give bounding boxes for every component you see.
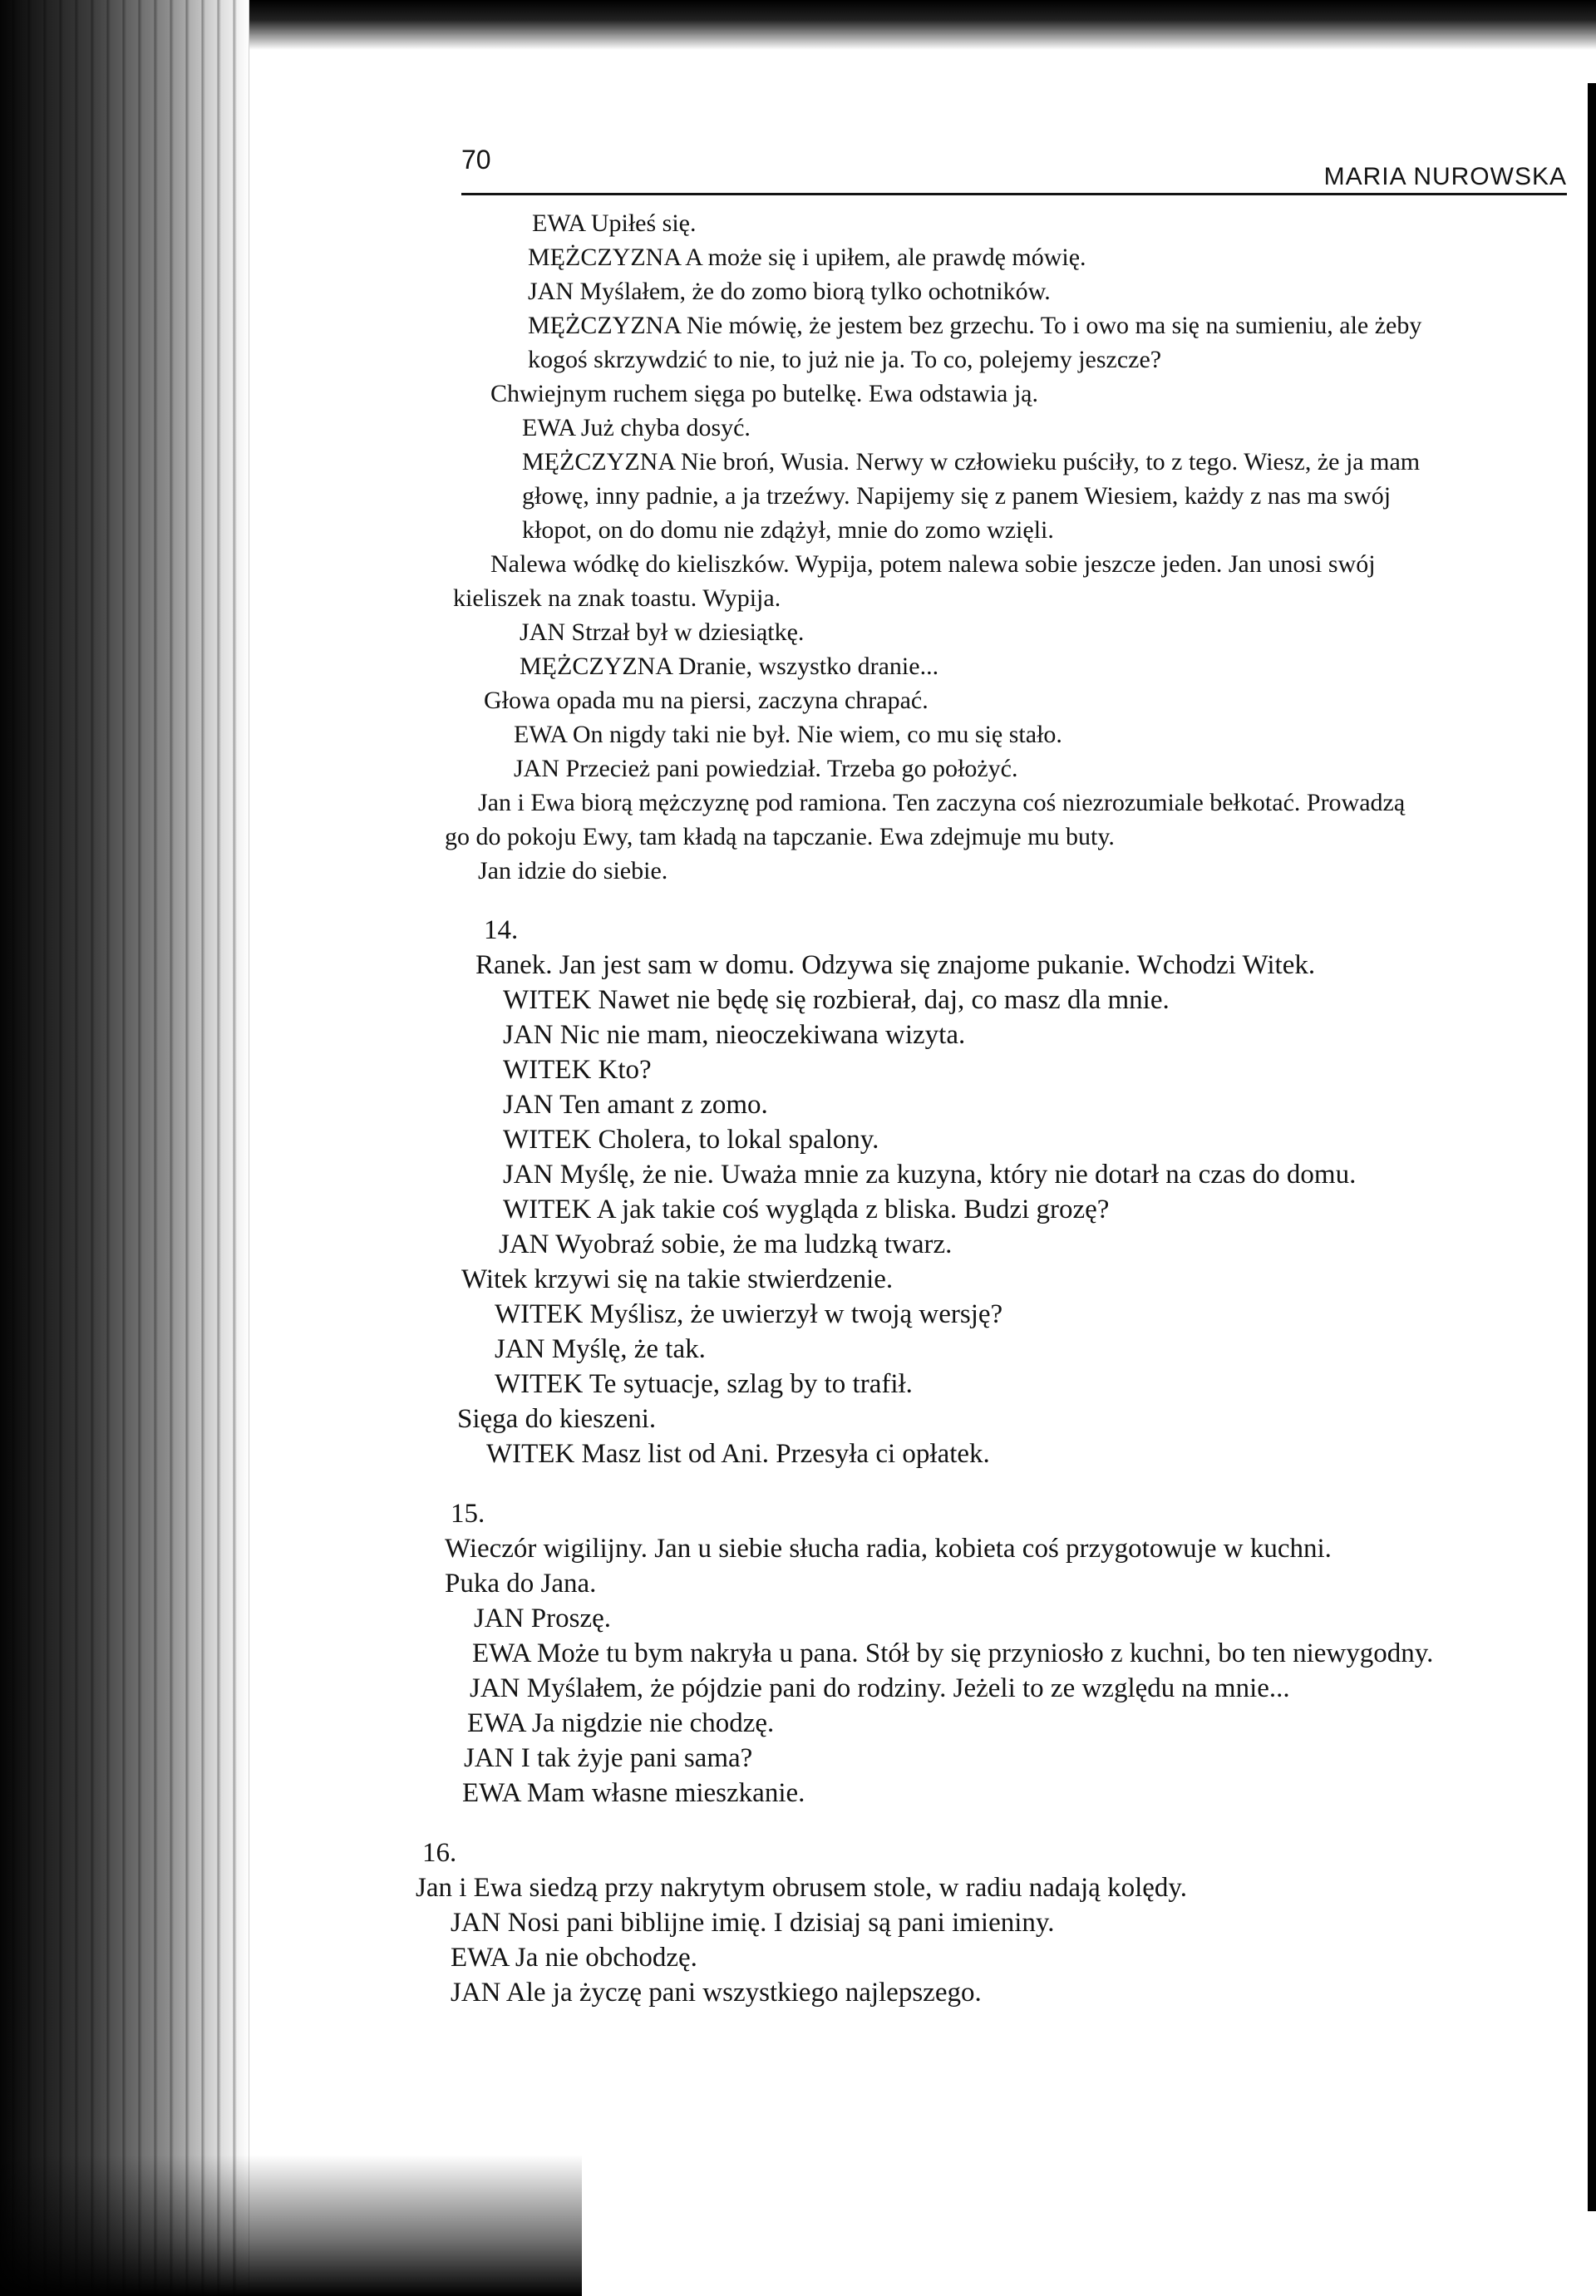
text-line: JAN Ten amant z zomo. <box>503 1090 768 1120</box>
section-number: 16. <box>422 1838 457 1868</box>
text-line: JAN Myślałem, że pójdzie pani do rodziny. Jeżeli to ze względu na mnie... <box>470 1673 1290 1703</box>
text-line: Jan i Ewa biorą mężczyznę pod ramiona. Ten zaczyna coś niezrozumiale bełkotać. Prowadzą <box>478 789 1406 816</box>
top-edge-shadow <box>249 0 1596 50</box>
text-line: JAN Nosi pani biblijne imię. I dzisiaj są pani imieniny. <box>451 1908 1055 1938</box>
text-line: Jan i Ewa siedzą przy nakrytym obrusem stole, w radiu nadają kolędy. <box>416 1873 1187 1903</box>
text-line: MĘŻCZYZNA A może się i upiłem, ale prawdę mówię. <box>528 244 1086 271</box>
text-line: JAN Proszę. <box>474 1604 611 1633</box>
text-line: EWA Upiłeś się. <box>532 209 697 237</box>
text-line: kłopot, on do domu nie zdążył, mnie do zomo wzięli. <box>522 516 1054 544</box>
text-line: Sięga do kieszeni. <box>457 1404 657 1434</box>
text-line: Chwiejnym ruchem sięga po butelkę. Ewa odstawia ją. <box>490 380 1038 407</box>
section-number: 15. <box>451 1499 485 1529</box>
text-line: WITEK Myślisz, że uwierzył w twoją wersję? <box>495 1299 1003 1329</box>
text-line: Puka do Jana. <box>445 1569 597 1599</box>
text-line: JAN I tak żyje pani sama? <box>464 1743 753 1773</box>
text-line: EWA Ja nie obchodzę. <box>451 1943 697 1973</box>
text-line: EWA Ja nigdzie nie chodzę. <box>467 1708 775 1738</box>
text-line: WITEK Nawet nie będę się rozbierał, daj, co masz dla mnie. <box>503 985 1170 1015</box>
text-line: MĘŻCZYZNA Dranie, wszystko dranie... <box>520 653 939 680</box>
text-line: kieliszek na znak toastu. Wypija. <box>453 584 781 612</box>
text-line: JAN Myślałem, że do zomo biorą tylko ochotników. <box>528 278 1051 305</box>
right-page-edge <box>1588 83 1596 2211</box>
text-line: Ranek. Jan jest sam w domu. Odzywa się znajome pukanie. Wchodzi Witek. <box>475 950 1316 980</box>
running-head-author: MARIA NUROWSKA <box>1323 163 1567 190</box>
text-line: JAN Strzał był w dziesiątkę. <box>520 618 805 646</box>
text-line: WITEK Kto? <box>503 1055 652 1085</box>
page-header <box>461 141 1567 195</box>
text-line: EWA Może tu bym nakryła u pana. Stół by się przyniosło z kuchni, bo ten niewygodny. <box>472 1638 1434 1668</box>
text-line: WITEK A jak takie coś wygląda z bliska. Budzi grozę? <box>503 1195 1110 1224</box>
text-line: WITEK Te sytuacje, szlag by to trafił. <box>495 1369 913 1399</box>
text-line: EWA On nigdy taki nie był. Nie wiem, co mu się stało. <box>514 721 1062 748</box>
text-line: MĘŻCZYZNA Nie broń, Wusia. Nerwy w człowieku puściły, to z tego. Wiesz, że ja mam <box>522 448 1421 475</box>
text-line: EWA Już chyba dosyć. <box>522 414 751 441</box>
text-line: JAN Myślę, że nie. Uważa mnie za kuzyna, który nie dotarł na czas do domu. <box>503 1160 1357 1190</box>
section-number: 14. <box>484 915 519 945</box>
text-line: JAN Nic nie mam, nieoczekiwana wizyta. <box>503 1020 966 1050</box>
text-line: Witek krzywi się na takie stwierdzenie. <box>461 1264 894 1294</box>
text-line: JAN Myślę, że tak. <box>495 1334 706 1364</box>
binding-bottom-shadow <box>0 2155 582 2296</box>
text-line: JAN Przecież pani powiedział. Trzeba go położyć. <box>514 755 1018 782</box>
text-line: Wieczór wigilijny. Jan u siebie słucha radia, kobieta coś przygotowuje w kuchni. <box>445 1534 1332 1564</box>
text-line: EWA Mam własne mieszkanie. <box>462 1778 805 1808</box>
text-line: JAN Wyobraź sobie, że ma ludzką twarz. <box>499 1229 953 1259</box>
text-line: Głowa opada mu na piersi, zaczyna chrapać. <box>484 687 929 714</box>
text-line: go do pokoju Ewy, tam kładą na tapczanie. Ewa zdejmuje mu buty. <box>445 823 1115 850</box>
text-line: kogoś skrzywdzić to nie, to już nie ja. To co, polejemy jeszcze? <box>528 346 1162 373</box>
page-body <box>416 206 1579 2010</box>
text-line: Jan idzie do siebie. <box>478 857 668 884</box>
book-binding-shadow <box>0 0 249 2296</box>
text-line: głowę, inny padnie, a ja trzeźwy. Napijemy się z panem Wiesiem, każdy z nas ma swój <box>522 482 1392 510</box>
page-number: 70 <box>461 145 491 175</box>
text-line: WITEK Masz list od Ani. Przesyła ci opłatek. <box>486 1439 990 1469</box>
text-line: WITEK Cholera, to lokal spalony. <box>503 1125 879 1155</box>
text-line: Nalewa wódkę do kieliszków. Wypija, potem nalewa sobie jeszcze jeden. Jan unosi swój <box>490 550 1376 578</box>
text-line: MĘŻCZYZNA Nie mówię, że jestem bez grzechu. To i owo ma się na sumieniu, ale żeby <box>528 312 1422 339</box>
text-line: JAN Ale ja życzę pani wszystkiego najlepszego. <box>451 1978 982 2008</box>
